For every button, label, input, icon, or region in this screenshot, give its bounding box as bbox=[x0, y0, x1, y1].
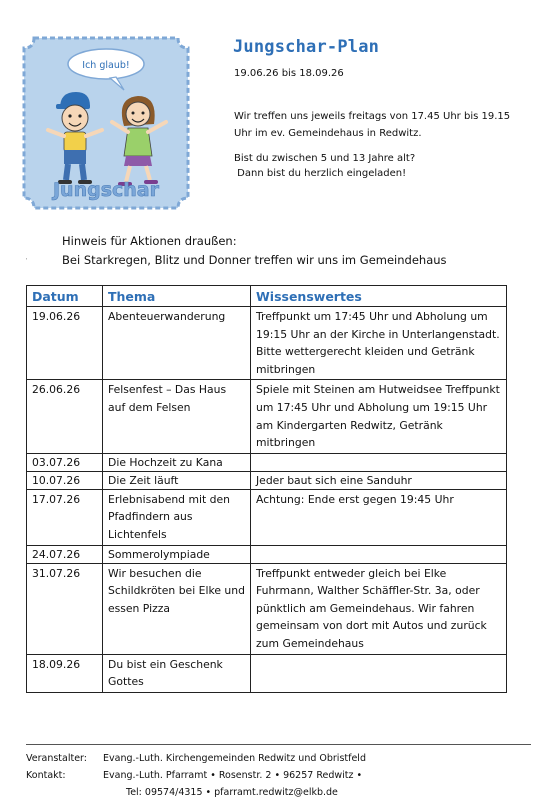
row-theme: Sommerolympiade bbox=[103, 545, 251, 563]
footer bbox=[26, 750, 366, 801]
header-info: Wissenswertes bbox=[251, 286, 507, 307]
row-theme: Abenteuerwanderung bbox=[103, 307, 251, 380]
row-info: Jeder baut sich eine Sanduhr bbox=[251, 471, 507, 489]
row-date: 24.07.26 bbox=[27, 545, 103, 563]
table-row bbox=[27, 489, 507, 545]
jungschar-logo bbox=[20, 34, 192, 212]
row-theme: Du bist ein Geschenk Gottes bbox=[103, 654, 251, 692]
contact-text: Evang.-Luth. Pfarramt • Rosenstr. 2 • 96257 Redwitz • bbox=[103, 770, 363, 781]
header-date: Datum bbox=[27, 286, 103, 307]
row-info bbox=[251, 453, 507, 471]
footer-divider bbox=[26, 744, 531, 745]
table-row bbox=[27, 307, 507, 380]
row-info: Treffpunkt entweder gleich bei Elke Fuhrmann, Walther Schäffler-Str. 3a, oder pünktlich am Gemeindehaus. Wir fahren gemeinsam von dort mit Autos und zurück zum Gemeindehaus bbox=[251, 563, 507, 654]
schedule-table bbox=[26, 285, 507, 693]
row-date: 19.06.26 bbox=[27, 307, 103, 380]
table-row bbox=[27, 563, 507, 654]
invitation-text: Bist du zwischen 5 und 13 Jahre alt? Dann bist du herzlich eingeladen! bbox=[234, 153, 416, 179]
row-theme: Felsenfest – Das Haus auf dem Felsen bbox=[103, 380, 251, 453]
table-header-row bbox=[27, 286, 507, 307]
table-row bbox=[27, 380, 507, 453]
row-date: 10.07.26 bbox=[27, 471, 103, 489]
page-title: Jungschar-Plan bbox=[233, 37, 380, 57]
contact-label: Kontakt: bbox=[26, 770, 66, 781]
contact-phone-email: Tel: 09574/4315 • pfarramt.redwitz@elkb.de bbox=[126, 787, 338, 798]
table-row bbox=[27, 654, 507, 692]
date-range: 19.06.26 bis 18.09.26 bbox=[234, 68, 344, 79]
hint-text: Bei Starkregen, Blitz und Donner treffen wir uns im Gemeindehaus bbox=[62, 253, 447, 267]
logo-banner-text: Jungschar bbox=[52, 179, 160, 201]
row-theme: Die Hochzeit zu Kana bbox=[103, 453, 251, 471]
speech-bubble-text: Ich glaub! bbox=[82, 60, 130, 71]
row-theme: Die Zeit läuft bbox=[103, 471, 251, 489]
row-date: 31.07.26 bbox=[27, 563, 103, 654]
row-theme: Erlebnisabend mit den Pfadfindern aus Lichtenfels bbox=[103, 489, 251, 545]
table-row bbox=[27, 453, 507, 471]
organizer-text: Evang.-Luth. Kirchengemeinden Redwitz und Obristfeld bbox=[103, 753, 366, 764]
row-date: 26.06.26 bbox=[27, 380, 103, 453]
row-date: 18.09.26 bbox=[27, 654, 103, 692]
row-theme: Wir besuchen die Schildkröten bei Elke und essen Pizza bbox=[103, 563, 251, 654]
hint-heading: Hinweis für Aktionen draußen: bbox=[62, 234, 237, 248]
intro-text: Wir treffen uns jeweils freitags von 17.45 Uhr bis 19.15 Uhr im ev. Gemeindehaus in Redwitz. bbox=[234, 111, 511, 139]
row-info: Achtung: Ende erst gegen 19:45 Uhr bbox=[251, 489, 507, 545]
table-row bbox=[27, 471, 507, 489]
row-info: Spiele mit Steinen am Hutweidsee Treffpunkt um 17:45 Uhr und Abholung um 19:15 Uhr am Kindergarten Redwitz, Getränk mitbringen bbox=[251, 380, 507, 453]
organizer-label: Veranstalter: bbox=[26, 753, 87, 764]
row-info: Treffpunkt um 17:45 Uhr und Abholung um 19:15 Uhr an der Kirche in Unterlangenstadt. Bitte wettergerecht kleiden und Getränk mitbringen bbox=[251, 307, 507, 380]
table-row bbox=[27, 545, 507, 563]
row-info bbox=[251, 545, 507, 563]
row-date: 03.07.26 bbox=[27, 453, 103, 471]
stray-mark: ' bbox=[26, 258, 28, 264]
row-date: 17.07.26 bbox=[27, 489, 103, 545]
header-theme: Thema bbox=[103, 286, 251, 307]
row-info bbox=[251, 654, 507, 692]
weather-hint bbox=[62, 232, 447, 270]
